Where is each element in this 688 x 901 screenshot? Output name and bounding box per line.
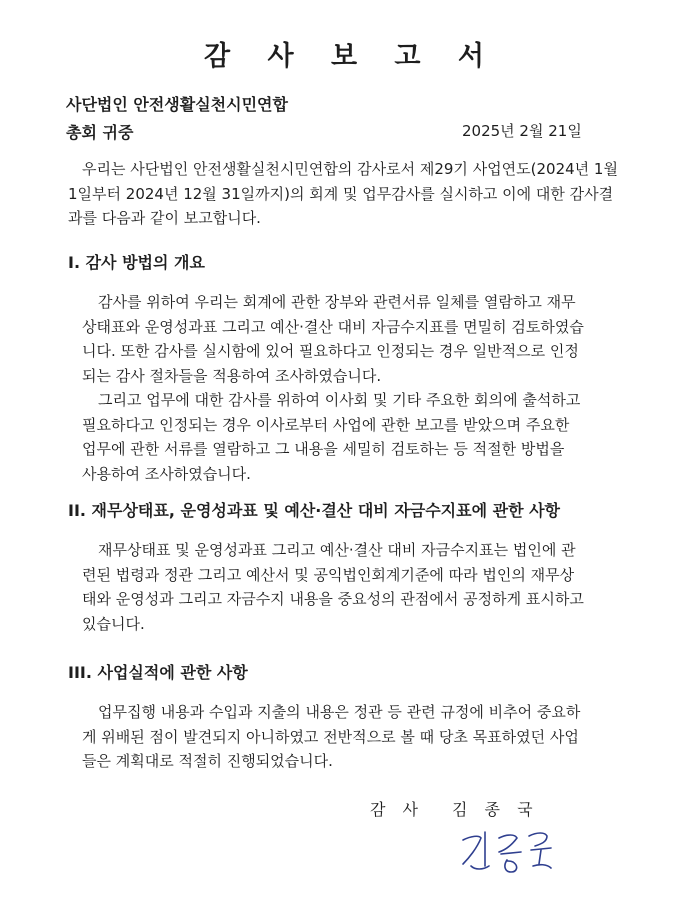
paragraph-line: 재무상태표 및 운영성과표 그리고 예산·결산 대비 자금수지표는 법인에 관 xyxy=(98,541,576,559)
paragraph-line: 업무에 관한 서류를 열람하고 그 내용을 세밀히 검토하는 등 적절한 방법을 xyxy=(82,440,565,458)
section1-paragraph1 xyxy=(82,290,584,388)
handwritten-signature xyxy=(455,820,565,880)
paragraph-line: 되는 감사 절차들을 적용하여 조사하였습니다. xyxy=(82,366,382,385)
auditor-title: 감 사 xyxy=(370,800,424,819)
paragraph-line: 필요하다고 인정되는 경우 이사로부터 사업에 관한 보고를 받았으며 주요한 xyxy=(82,415,570,434)
section1-paragraph2 xyxy=(82,388,580,486)
intro-paragraph xyxy=(68,157,618,231)
section3-heading: III. 사업실적에 관한 사항 xyxy=(68,663,248,682)
intro-line: 우리는 사단법인 안전생활실천시민연합의 감사로서 제29기 사업연도(2024년 1월 xyxy=(82,160,618,178)
paragraph-line: 련된 법령과 정관 그리고 예산서 및 공익법인회계기준에 따라 법인의 재무상 xyxy=(82,565,575,584)
paragraph-line: 상태표와 운영성과표 그리고 예산·결산 대비 자금수지표를 면밀히 검토하였습 xyxy=(82,317,584,336)
paragraph-line: 그리고 업무에 대한 감사를 위하여 이사회 및 기타 주요한 회의에 출석하고 xyxy=(98,391,581,409)
section2-heading: II. 재무상태표, 운영성과표 및 예산·결산 대비 자금수지표에 관한 사항 xyxy=(68,501,561,520)
organization-name: 사단법인 안전생활실천시민연합 xyxy=(66,95,288,114)
report-date: 2025년 2월 21일 xyxy=(462,122,582,140)
paragraph-line: 사용하여 조사하였습니다. xyxy=(82,464,251,483)
section3-paragraph xyxy=(82,700,580,774)
paragraph-line: 니다. 또한 감사를 실시함에 있어 필요하다고 인정되는 경우 일반적으로 인정 xyxy=(82,342,579,360)
paragraph-line: 태와 운영성과 그리고 자금수지 내용을 중요성의 관점에서 공정하게 표시하고 xyxy=(82,590,584,608)
intro-line: 과를 다음과 같이 보고합니다. xyxy=(68,209,261,227)
paragraph-line: 감사를 위하여 우리는 회계에 관한 장부와 관련서류 일체를 열람하고 재무 xyxy=(98,293,576,311)
auditor-name: 김 종 국 xyxy=(452,800,539,819)
recipient-line: 총회 귀중 xyxy=(66,123,134,142)
intro-line: 1일부터 2024년 12월 31일까지)의 회계 및 업무감사를 실시하고 이에 대한 감사결 xyxy=(68,184,614,203)
report-title: 감 사 보 고 서 xyxy=(203,41,498,72)
paragraph-line: 들은 계획대로 적절히 진행되었습니다. xyxy=(82,752,333,770)
paragraph-line: 업무집행 내용과 수입과 지출의 내용은 정관 등 관련 규정에 비추어 중요하 xyxy=(98,703,581,721)
paragraph-line: 있습니다. xyxy=(82,614,145,633)
section1-heading: I. 감사 방법의 개요 xyxy=(68,253,205,272)
paragraph-line: 게 위배된 점이 발견되지 아니하였고 전반적으로 볼 때 당초 목표하였던 사업 xyxy=(82,727,579,746)
section2-paragraph xyxy=(82,538,584,636)
